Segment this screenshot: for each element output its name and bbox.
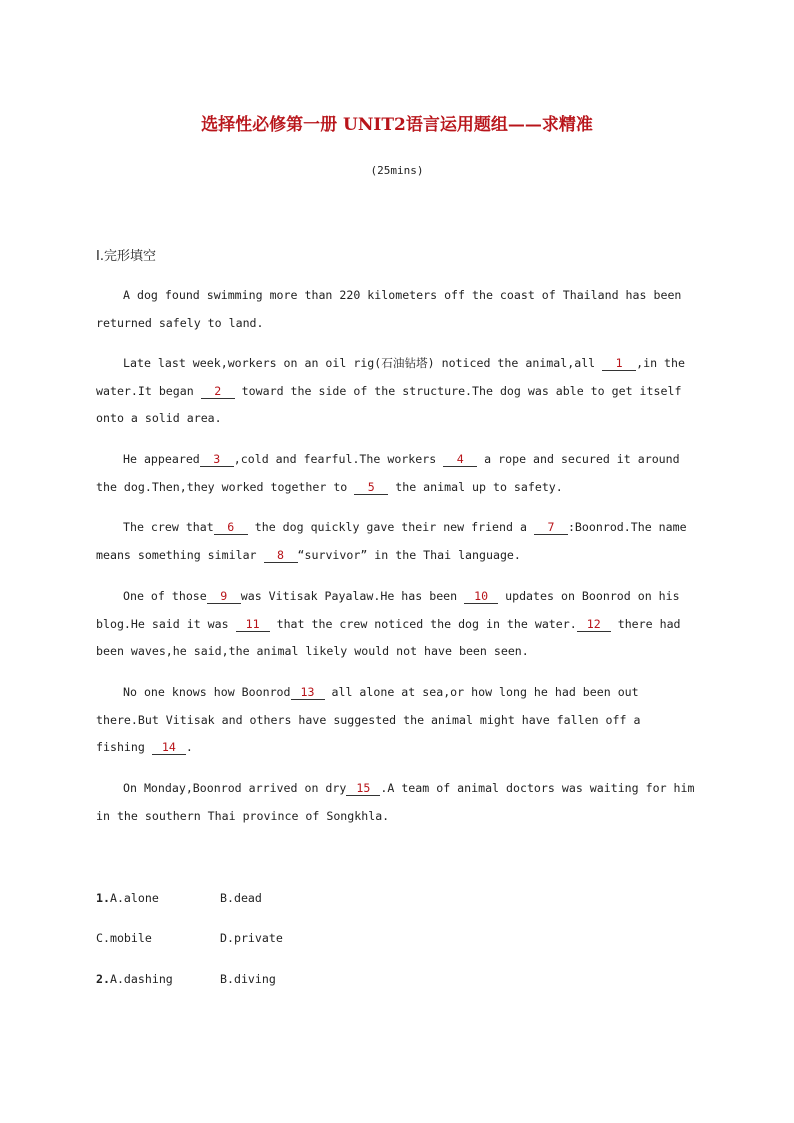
text-segment: On Monday,Boonrod arrived on dry (123, 781, 347, 795)
blank-5: 5 (354, 480, 388, 495)
blank-6: 6 (214, 520, 248, 535)
paragraph-2 (96, 350, 696, 433)
option-2b: B.diving (220, 972, 276, 986)
text-segment: The crew that (123, 520, 214, 534)
text-segment: No one knows how Boonrod (123, 685, 291, 699)
text-segment: ,in the water.It began (96, 356, 686, 398)
text-segment: all alone at sea,or how long he had been out there.But Vitisak and others have suggested the animal might have fallen off a fishing (96, 685, 641, 754)
text-segment: there had been waves,he said,the animal likely would not have been seen. (96, 616, 681, 658)
option-1b: B.dead (220, 891, 262, 905)
text-segment: that the crew noticed the dog in the water. (269, 616, 577, 631)
text-segment: :Boonrod.The name means something similar (96, 520, 687, 562)
blank-13: 13 (291, 685, 325, 700)
blank-15: 15 (346, 781, 380, 796)
text-segment: a rope and secured it around the dog.Then,they worked together to (96, 452, 680, 494)
blank-1: 1 (602, 356, 636, 371)
paragraph-3 (96, 446, 696, 501)
text-segment: toward the side of the structure.The dog was able to get itself onto a solid area. (96, 383, 682, 425)
blank-8: 8 (264, 548, 298, 563)
text-segment: .A team of animal doctors was waiting for him in the southern Thai province of Songkhla. (96, 781, 695, 823)
blank-4: 4 (443, 452, 477, 467)
blank-11: 11 (236, 617, 270, 632)
text-segment: the dog quickly gave their new friend a (247, 520, 534, 534)
paragraph-7 (96, 775, 696, 830)
option-2a (96, 972, 173, 986)
blank-9: 9 (207, 589, 241, 604)
paragraph-6 (96, 679, 696, 762)
option-1d: D.private (220, 931, 283, 945)
text-segment: He appeared (123, 452, 200, 466)
blank-7: 7 (534, 520, 568, 535)
text-segment: One of those (123, 589, 207, 603)
question-number: 1. (96, 891, 110, 905)
time-limit: (25mins) (370, 164, 424, 177)
text-segment: “survivor” in the Thai language. (297, 547, 521, 562)
blank-2: 2 (201, 384, 235, 399)
blank-3: 3 (200, 452, 234, 467)
paragraph-5 (96, 583, 696, 666)
option-1a (96, 891, 159, 905)
section-heading: Ⅰ.完形填空 (96, 249, 156, 264)
option-text: A.alone (109, 891, 159, 905)
text-segment: . (185, 740, 193, 754)
text-segment: ,cold and fearful.The workers (233, 452, 444, 466)
page-title: 选择性必修第一册 UNIT2语言运用题组——求精准 (201, 115, 593, 135)
paragraph-1: A dog found swimming more than 220 kilometers off the coast of Thailand has been returned safely to land. (96, 288, 682, 330)
text-segment: the animal up to safety. (388, 479, 563, 494)
text-segment: Late last week,workers on an oil rig(石油钻塔) noticed the animal,all (123, 356, 603, 370)
blank-10: 10 (464, 589, 498, 604)
blank-12: 12 (577, 617, 611, 632)
option-text: A.dashing (109, 972, 173, 986)
paragraph-4 (96, 514, 696, 569)
text-segment: updates on Boonrod on his blog.He said it was (96, 589, 680, 631)
option-1c: C.mobile (96, 931, 152, 945)
blank-14: 14 (152, 740, 186, 755)
question-number: 2. (96, 972, 110, 986)
text-segment: was Vitisak Payalaw.He has been (240, 589, 465, 603)
